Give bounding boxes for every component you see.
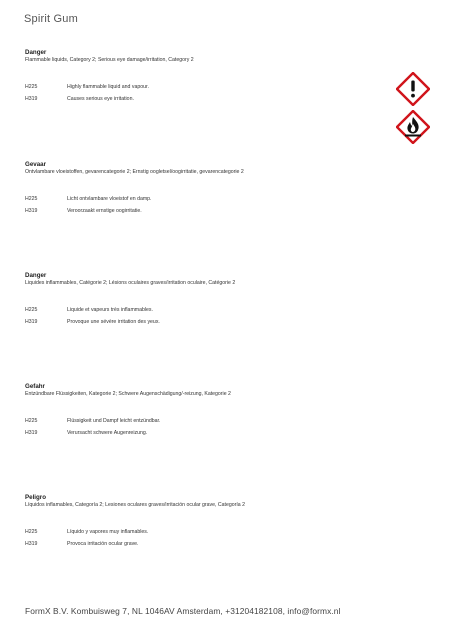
statement-code: H319 [25,541,38,547]
signal-word: Danger [25,272,47,279]
signal-word: Danger [25,49,47,56]
flame-icon [396,110,430,144]
hazard-section-en [25,49,405,105]
statement-code: H225 [25,307,38,313]
statement-code: H225 [25,418,38,424]
statement-text: Flüssigkeit und Dampf leicht entzündbar. [67,418,161,424]
hazard-statements [25,415,405,439]
statement-text: Veroorzaakt ernstige oogirritatie. [67,208,142,214]
signal-word: Peligro [25,494,46,501]
statement-code: H225 [25,529,38,535]
statement-text: Causes serious eye irritation. [67,96,134,102]
hazard-classification: Entzündbare Flüssigkeiten, Kategorie 2; Schwere Augenschädigung/-reizung, Kategorie 2 [25,391,231,397]
statement-text: Verursacht schwere Augenreizung. [67,430,148,436]
hazard-statements [25,81,405,105]
hazard-statements [25,304,405,328]
signal-word: Gefahr [25,383,45,390]
hazard-classification: Flammable liquids, Category 2; Serious eye damage/irritation, Category 2 [25,57,194,63]
hazard-statement [25,316,405,328]
hazard-section-nl [25,161,405,217]
hazard-section-de [25,383,405,439]
hazard-classification: Liquides inflammables, Catégorie 2; Lésions oculaires graves/irritation oculaire, Catégorie 2 [25,280,236,286]
statement-text: Líquido y vapores muy inflamables. [67,529,149,535]
statement-code: H319 [25,96,38,102]
hazard-statement [25,193,405,205]
statement-text: Highly flammable liquid and vapour. [67,84,149,90]
statement-text: Licht ontvlambare vloeistof en damp. [67,196,152,202]
hazard-classification: Ontvlambare vloeistoffen, gevarencategorie 2; Ernstig oogletsel/oogirritatie, gevarencategorie 2 [25,169,244,175]
hazard-statement [25,427,405,439]
statement-text: Provoque une sévère irritation des yeux. [67,319,160,325]
statement-text: Provoca irritación ocular grave. [67,541,139,547]
statement-text: Liquide et vapeurs très inflammables. [67,307,153,313]
hazard-statement [25,415,405,427]
hazard-statement [25,526,405,538]
signal-word: Gevaar [25,161,46,168]
hazard-section-fr [25,272,405,328]
hazard-statements [25,193,405,217]
statement-code: H319 [25,208,38,214]
hazard-statement [25,304,405,316]
hazard-statement [25,93,405,105]
statement-code: H319 [25,430,38,436]
hazard-statements [25,526,405,550]
hazard-classification: Líquidos inflamables, Categoría 2; Lesiones oculares graves/irritación ocular grave, Categoría 2 [25,502,246,508]
statement-code: H319 [25,319,38,325]
statement-code: H225 [25,196,38,202]
company-footer: FormX B.V. Kombuisweg 7, NL 1046AV Amsterdam, +31204182108, info@formx.nl [25,606,341,616]
document-title: Spirit Gum [24,13,78,25]
statement-code: H225 [25,84,38,90]
hazard-statement [25,538,405,550]
hazard-statement [25,81,405,93]
hazard-section-es [25,494,405,550]
hazard-statement [25,205,405,217]
